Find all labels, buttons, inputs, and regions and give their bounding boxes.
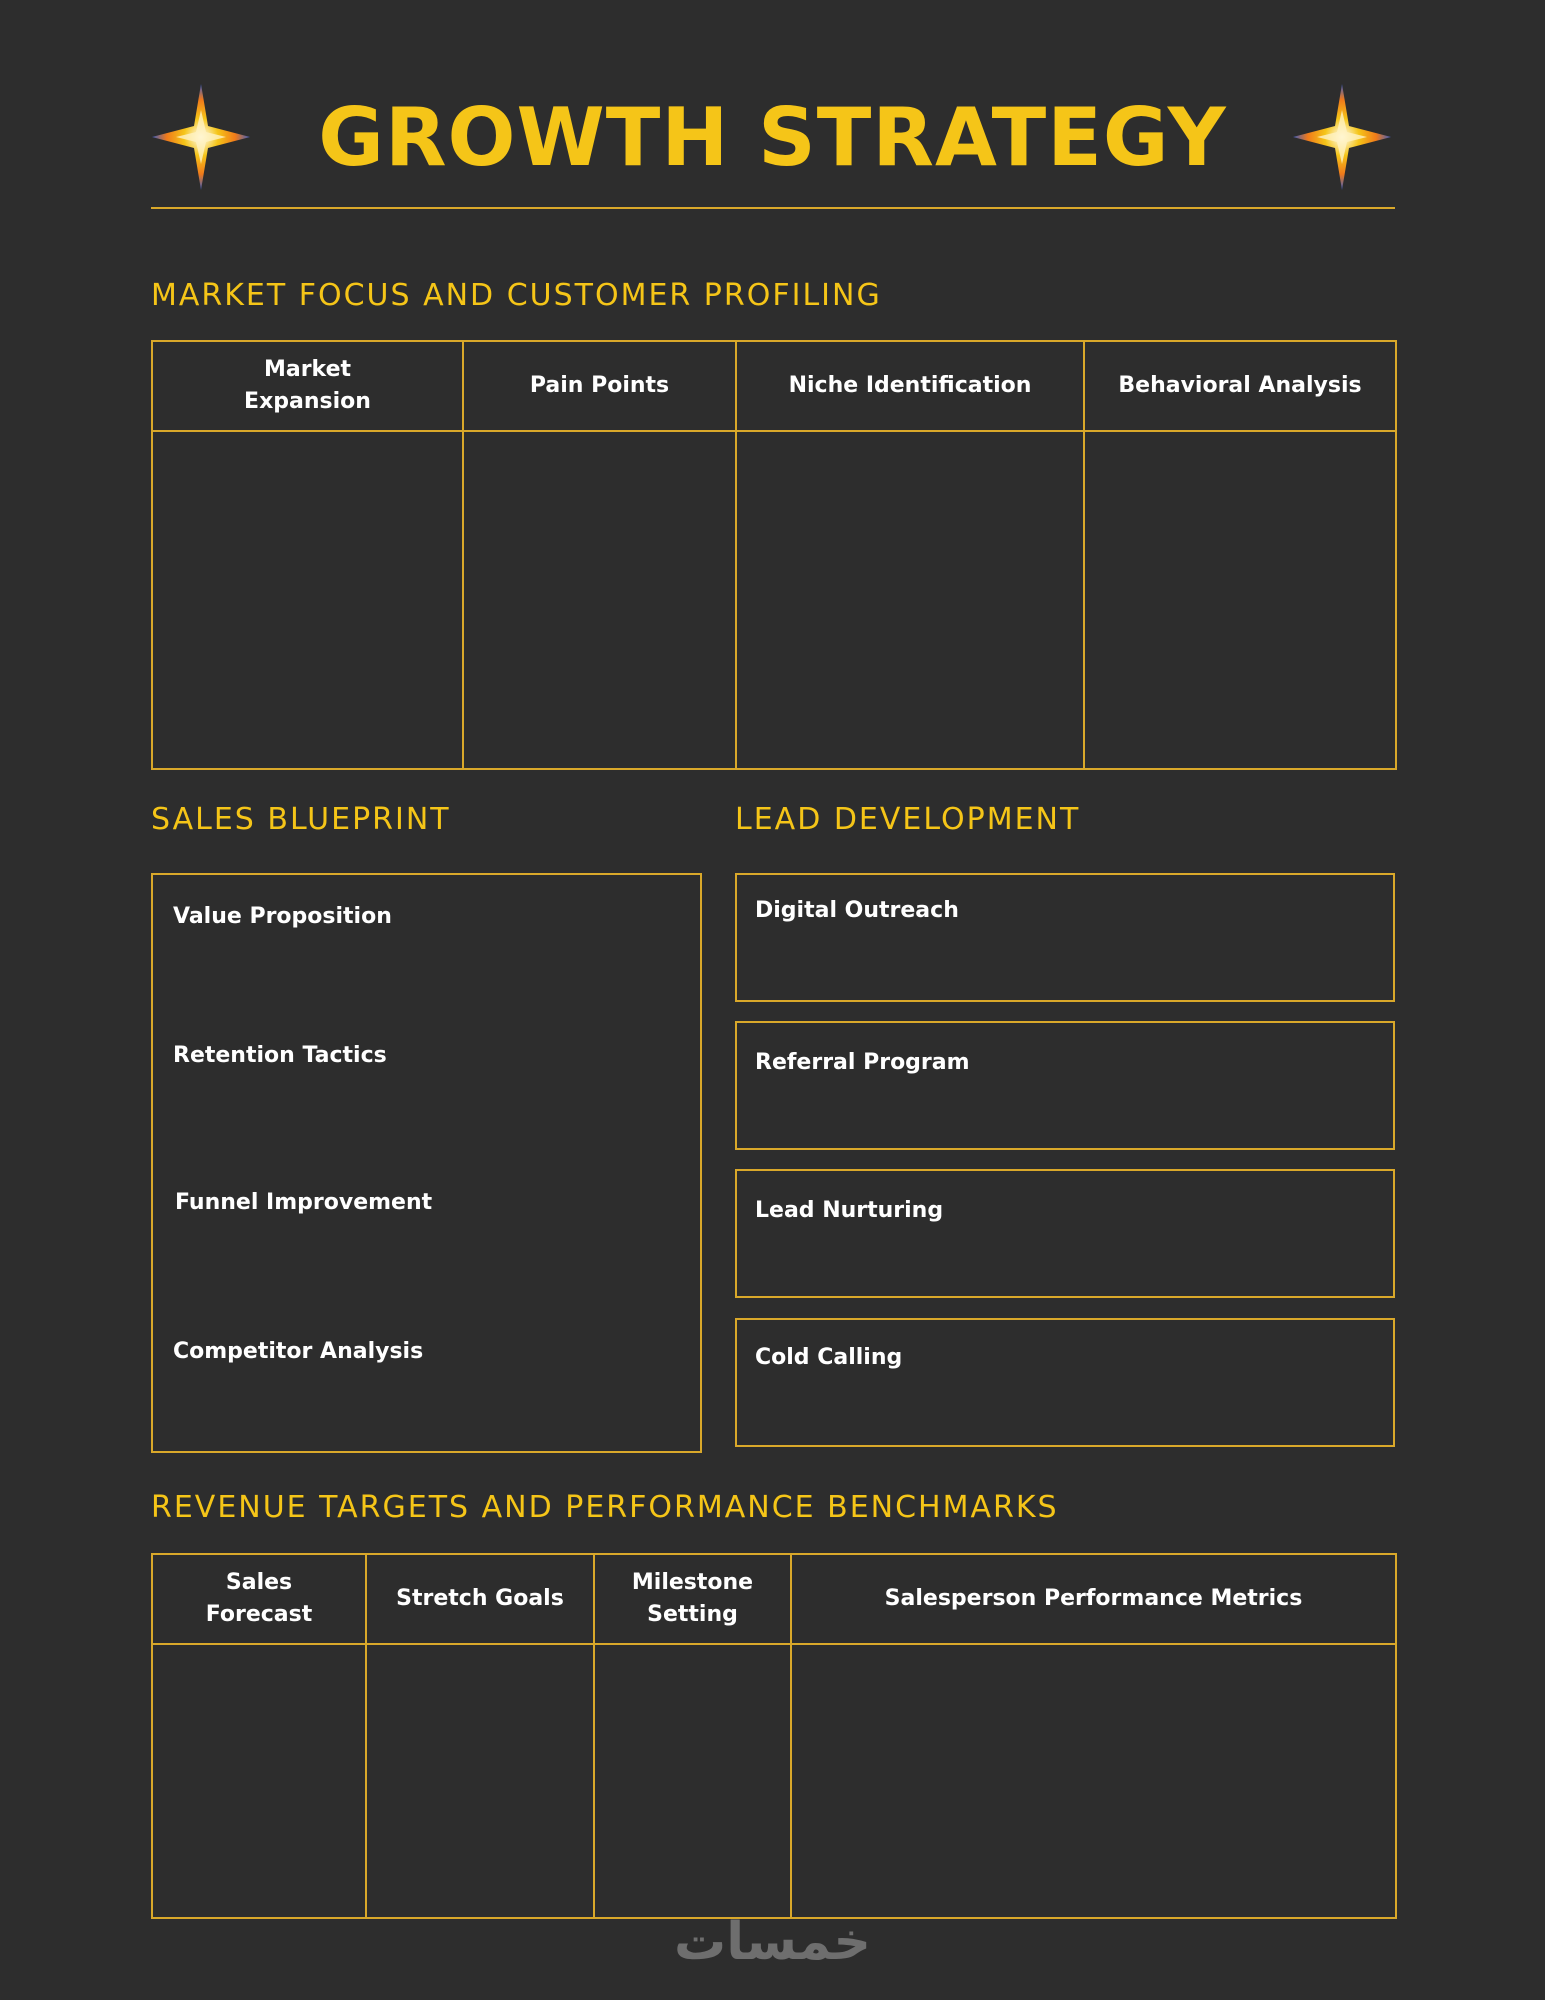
lead-box-referral-program[interactable] <box>735 1021 1395 1150</box>
blueprint-item-competitor-analysis: Competitor Analysis <box>173 1339 424 1364</box>
sales-forecast-cell[interactable] <box>152 1644 366 1918</box>
niche-identification-cell[interactable] <box>736 431 1084 769</box>
lead-item-label: Referral Program <box>755 1050 970 1075</box>
blueprint-item-retention-tactics: Retention Tactics <box>173 1043 387 1068</box>
column-header-sales-forecast: Sales Forecast <box>152 1554 366 1644</box>
column-header-niche-identification: Niche Identification <box>736 341 1084 431</box>
market-expansion-cell[interactable] <box>152 431 463 769</box>
column-header-behavioral-analysis: Behavioral Analysis <box>1084 341 1396 431</box>
pain-points-cell[interactable] <box>463 431 736 769</box>
milestone-setting-cell[interactable] <box>594 1644 791 1918</box>
stretch-goals-cell[interactable] <box>366 1644 594 1918</box>
revenue-targets-table <box>151 1553 1397 1919</box>
salesperson-performance-metrics-cell[interactable] <box>791 1644 1396 1918</box>
lead-item-label: Digital Outreach <box>755 898 959 923</box>
lead-item-label: Cold Calling <box>755 1345 903 1370</box>
lead-box-digital-outreach[interactable] <box>735 873 1395 1002</box>
page-title: GROWTH STRATEGY <box>318 91 1227 184</box>
lead-box-cold-calling[interactable] <box>735 1318 1395 1447</box>
title-divider <box>151 207 1395 209</box>
market-focus-table <box>151 340 1397 770</box>
sales-blueprint-box[interactable] <box>151 873 702 1453</box>
blueprint-item-funnel-improvement: Funnel Improvement <box>175 1190 433 1215</box>
revenue-targets-heading: REVENUE TARGETS AND PERFORMANCE BENCHMARKS <box>151 1490 1059 1525</box>
column-header-milestone-setting: Milestone Setting <box>594 1554 791 1644</box>
column-header-salesperson-performance-metrics: Salesperson Performance Metrics <box>791 1554 1396 1644</box>
watermark-logo: خمسات <box>673 1912 872 1972</box>
lead-item-label: Lead Nurturing <box>755 1198 944 1223</box>
blueprint-item-value-proposition: Value Proposition <box>173 904 392 929</box>
market-focus-heading: MARKET FOCUS AND CUSTOMER PROFILING <box>151 278 882 313</box>
lead-development-heading: LEAD DEVELOPMENT <box>735 802 1081 837</box>
behavioral-analysis-cell[interactable] <box>1084 431 1396 769</box>
column-header-market-expansion: Market Expansion <box>152 341 463 431</box>
sales-blueprint-heading: SALES BLUEPRINT <box>151 802 451 837</box>
column-header-stretch-goals: Stretch Goals <box>366 1554 594 1644</box>
lead-box-lead-nurturing[interactable] <box>735 1169 1395 1298</box>
column-header-pain-points: Pain Points <box>463 341 736 431</box>
